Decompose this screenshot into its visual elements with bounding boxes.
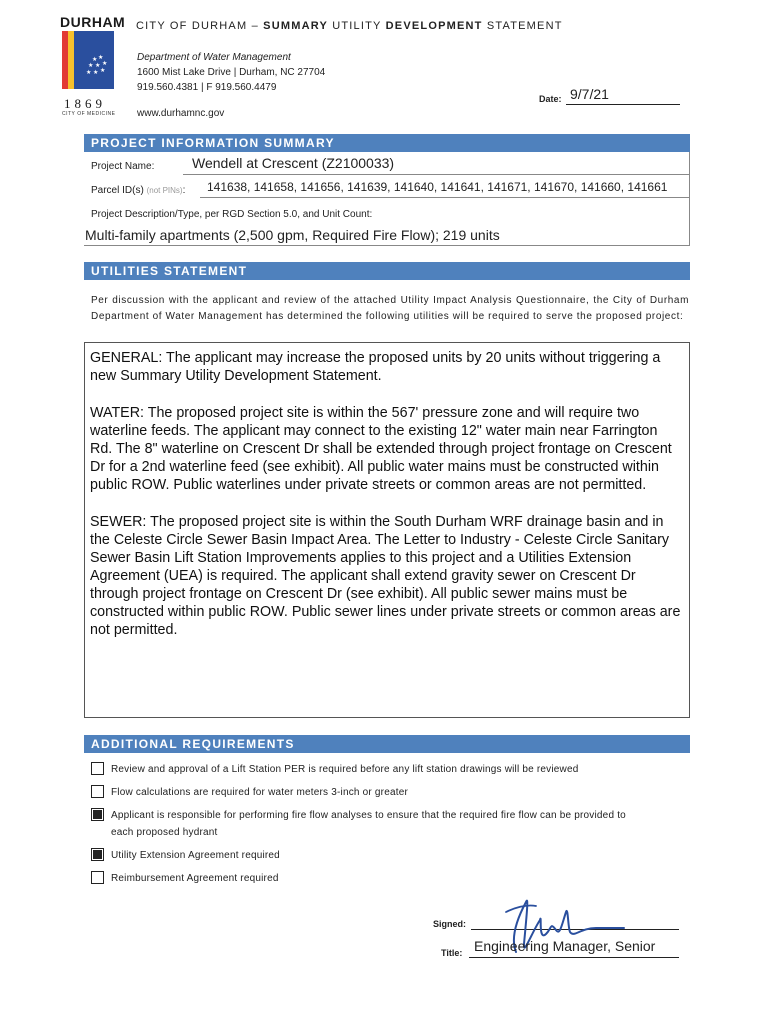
requirement-item [90, 847, 690, 864]
title-label: Title: [441, 948, 463, 958]
requirement-label: Review and approval of a Lift Station PER is required before any lift station drawings will be reviewed [111, 764, 579, 775]
requirement-item [90, 761, 690, 778]
utilities-statement-field[interactable] [84, 342, 690, 718]
department-name: Department of Water Management [137, 52, 291, 63]
sewer-paragraph: SEWER: The proposed project site is within the South Durham WRF drainage basin and in the Celeste Circle Sewer Basin Impact Area. The Letter to Industry - Celeste Circle Sanitary Sewer Basin Lift Station Improvements applies to this project and a Utilities Extension Agreement (UEA) is required. The applicant shall extend gravity sewer on Crescent Dr through project frontage on Crescent Dr (see exhibit). All public sewer mains must be constructed within public ROW. Public sewer lines under private streets or common areas are not permitted. [90, 514, 681, 638]
utilities-section-header: UTILITIES STATEMENT [84, 262, 690, 280]
parcel-id-field[interactable]: 141638, 141658, 141656, 141639, 141640, 141641, 141671, 141670, 141660, 141661 [207, 180, 668, 194]
handwritten-signature [496, 882, 626, 972]
logo-wordmark: DURHAM [60, 14, 126, 30]
utilities-intro-text: Per discussion with the applicant and review of the attached Utility Impact Analysis Questionnaire, the City of Durham Department of Water Management has determined the following utilities will be required to serve the proposed project: [91, 295, 689, 322]
document-title: CITY OF DURHAM – SUMMARY UTILITY DEVELOPMENT STATEMENT [136, 20, 563, 32]
parcel-id-label: Parcel ID(s) (not PINs): [91, 185, 186, 196]
project-name-underline [183, 174, 690, 175]
svg-text:★: ★ [100, 67, 106, 74]
requirement-item [90, 784, 690, 801]
department-info [137, 50, 325, 95]
parcel-id-underline [200, 197, 690, 198]
checkbox[interactable] [91, 785, 104, 798]
logo-year: 1869 [64, 96, 106, 111]
date-value[interactable]: 9/7/21 [570, 86, 609, 102]
requirement-label: Flow calculations are required for water meters 3-inch or greater [111, 787, 409, 798]
date-label: Date: [539, 94, 562, 104]
project-name-field[interactable]: Wendell at Crescent (Z2100033) [192, 155, 395, 171]
title-underline [469, 957, 679, 958]
general-paragraph: GENERAL: The applicant may increase the proposed units by 20 units without triggering a new Summary Utility Development Statement. [90, 350, 661, 384]
project-description-label: Project Description/Type, per RGD Section 5.0, and Unit Count: [91, 209, 373, 220]
requirement-item [90, 807, 690, 841]
date-underline [566, 104, 680, 105]
requirements-list [90, 761, 690, 893]
checkbox[interactable] [91, 848, 104, 861]
project-name-label: Project Name: [91, 161, 155, 172]
title-field[interactable]: Engineering Manager, Senior [474, 938, 656, 954]
logo-subtitle: CITY OF MEDICINE [62, 111, 116, 117]
project-section-header: PROJECT INFORMATION SUMMARY [84, 134, 690, 152]
requirement-label: Applicant is responsible for performing fire flow analyses to ensure that the required fire flow can be provided to each proposed hydrant [111, 810, 626, 838]
parcel-note: (not PINs) [146, 186, 183, 195]
requirement-label: Reimbursement Agreement required [111, 873, 279, 884]
svg-text:★: ★ [102, 60, 108, 67]
svg-text:★: ★ [88, 62, 94, 69]
department-phone: 919.560.4381 | F 919.560.4479 [137, 82, 277, 93]
checkbox[interactable] [91, 762, 104, 775]
website-link[interactable]: www.durhamnc.gov [137, 108, 225, 119]
checkbox[interactable] [91, 808, 104, 821]
signed-label: Signed: [433, 919, 466, 929]
svg-text:★: ★ [86, 69, 92, 76]
water-paragraph: WATER: The proposed project site is within the 567' pressure zone and will require two waterline feeds. The applicant may connect to the existing 12" water main near Farrington Rd. The 8" waterline on Crescent Dr shall be extended through project frontage on Crescent Dr for a 2nd waterline feed (see exhibit). All public water mains must be constructed within public ROW. Public waterlines under private streets or common areas are not permitted. [90, 405, 672, 493]
durham-logo-icon [62, 31, 114, 89]
requirement-label: Utility Extension Agreement required [111, 850, 280, 861]
svg-text:★: ★ [95, 62, 101, 69]
svg-text:★: ★ [92, 56, 98, 63]
department-address: 1600 Mist Lake Drive | Durham, NC 27704 [137, 67, 326, 78]
additional-requirements-header: ADDITIONAL REQUIREMENTS [84, 735, 690, 753]
svg-text:★: ★ [98, 54, 104, 61]
svg-text:★: ★ [93, 69, 99, 76]
checkbox[interactable] [91, 871, 104, 884]
project-description-field[interactable]: Multi-family apartments (2,500 gpm, Required Fire Flow); 219 units [85, 227, 500, 243]
